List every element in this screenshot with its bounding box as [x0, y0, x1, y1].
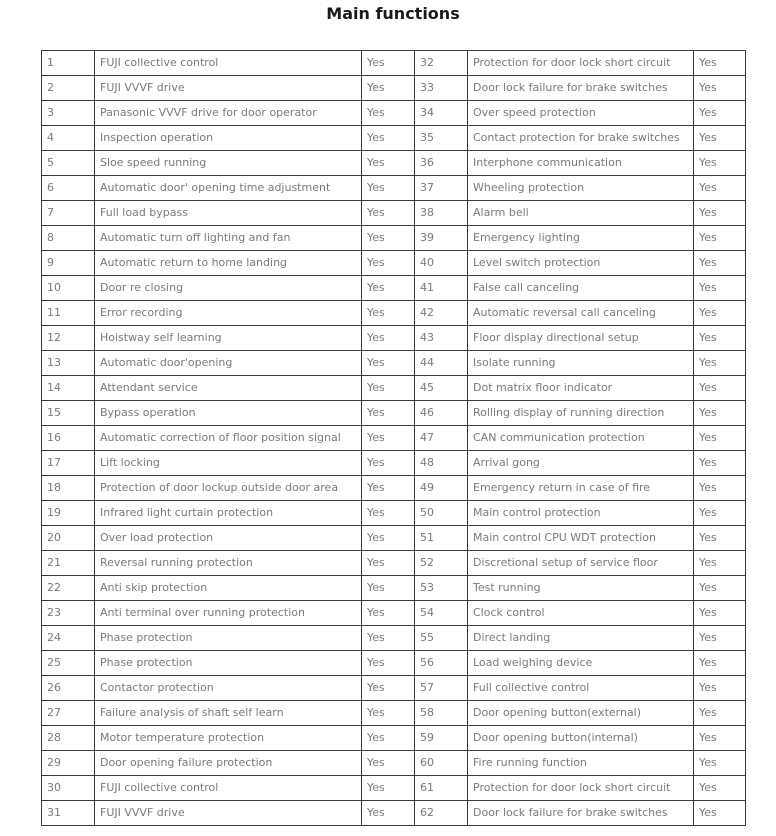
table-row [42, 476, 746, 501]
function-status: Yes [694, 201, 746, 226]
function-status: Yes [362, 501, 415, 526]
function-status: Yes [694, 151, 746, 176]
function-number: 21 [42, 551, 95, 576]
table-row [42, 551, 746, 576]
function-number: 4 [42, 126, 95, 151]
function-number: 57 [415, 676, 468, 701]
function-status: Yes [362, 776, 415, 801]
function-name: Protection for door lock short circuit [468, 51, 694, 76]
function-status: Yes [362, 651, 415, 676]
function-number: 41 [415, 276, 468, 301]
function-number: 9 [42, 251, 95, 276]
function-number: 24 [42, 626, 95, 651]
table-row [42, 251, 746, 276]
function-status: Yes [694, 301, 746, 326]
function-number: 42 [415, 301, 468, 326]
function-number: 22 [42, 576, 95, 601]
function-name: Floor display directional setup [468, 326, 694, 351]
function-name: Level switch protection [468, 251, 694, 276]
function-number: 47 [415, 426, 468, 451]
function-number: 59 [415, 726, 468, 751]
function-number: 5 [42, 151, 95, 176]
function-status: Yes [362, 576, 415, 601]
function-name: Protection of door lockup outside door area [95, 476, 362, 501]
function-number: 20 [42, 526, 95, 551]
table-row [42, 151, 746, 176]
page-title: Main functions [326, 4, 460, 23]
table-row [42, 226, 746, 251]
function-name: FUJI collective control [95, 51, 362, 76]
function-status: Yes [694, 501, 746, 526]
function-name: Door opening failure protection [95, 751, 362, 776]
function-status: Yes [694, 176, 746, 201]
function-name: Main control protection [468, 501, 694, 526]
function-name: Anti terminal over running protection [95, 601, 362, 626]
function-name: Clock control [468, 601, 694, 626]
function-status: Yes [694, 776, 746, 801]
function-name: Attendant service [95, 376, 362, 401]
function-status: Yes [694, 376, 746, 401]
function-name: Alarm bell [468, 201, 694, 226]
table-row [42, 701, 746, 726]
table-row [42, 601, 746, 626]
table-row [42, 101, 746, 126]
function-name: Error recording [95, 301, 362, 326]
function-status: Yes [694, 701, 746, 726]
function-name: Emergency return in case of fire [468, 476, 694, 501]
table-row [42, 126, 746, 151]
function-number: 2 [42, 76, 95, 101]
function-number: 49 [415, 476, 468, 501]
function-status: Yes [362, 551, 415, 576]
function-name: Test running [468, 576, 694, 601]
function-name: Fire running function [468, 751, 694, 776]
function-status: Yes [694, 601, 746, 626]
function-name: Door re closing [95, 276, 362, 301]
function-number: 16 [42, 426, 95, 451]
function-number: 58 [415, 701, 468, 726]
function-status: Yes [362, 751, 415, 776]
table-row [42, 651, 746, 676]
function-number: 50 [415, 501, 468, 526]
function-number: 19 [42, 501, 95, 526]
function-name: Door opening button(external) [468, 701, 694, 726]
function-name: Sloe speed running [95, 151, 362, 176]
function-number: 11 [42, 301, 95, 326]
function-status: Yes [362, 301, 415, 326]
function-number: 56 [415, 651, 468, 676]
function-number: 18 [42, 476, 95, 501]
function-status: Yes [362, 126, 415, 151]
function-status: Yes [362, 351, 415, 376]
function-status: Yes [694, 476, 746, 501]
function-name: FUJI VVVF drive [95, 801, 362, 826]
table-row [42, 526, 746, 551]
function-name: Wheeling protection [468, 176, 694, 201]
function-status: Yes [362, 276, 415, 301]
function-status: Yes [694, 676, 746, 701]
function-status: Yes [362, 226, 415, 251]
function-number: 45 [415, 376, 468, 401]
function-name: Dot matrix floor indicator [468, 376, 694, 401]
function-status: Yes [694, 651, 746, 676]
function-number: 51 [415, 526, 468, 551]
table-row [42, 776, 746, 801]
function-name: Isolate running [468, 351, 694, 376]
function-status: Yes [694, 526, 746, 551]
function-status: Yes [362, 701, 415, 726]
function-number: 7 [42, 201, 95, 226]
function-name: Over speed protection [468, 101, 694, 126]
function-name: Door lock failure for brake switches [468, 76, 694, 101]
function-number: 3 [42, 101, 95, 126]
function-number: 31 [42, 801, 95, 826]
function-status: Yes [362, 151, 415, 176]
function-number: 6 [42, 176, 95, 201]
function-number: 36 [415, 151, 468, 176]
function-status: Yes [694, 226, 746, 251]
function-status: Yes [362, 626, 415, 651]
function-number: 60 [415, 751, 468, 776]
table-row [42, 426, 746, 451]
table-row [42, 376, 746, 401]
function-number: 29 [42, 751, 95, 776]
function-name: FUJI VVVF drive [95, 76, 362, 101]
function-status: Yes [362, 401, 415, 426]
table-row [42, 326, 746, 351]
function-status: Yes [362, 426, 415, 451]
function-status: Yes [694, 101, 746, 126]
function-number: 34 [415, 101, 468, 126]
table-row [42, 501, 746, 526]
function-status: Yes [694, 451, 746, 476]
function-status: Yes [362, 676, 415, 701]
function-number: 28 [42, 726, 95, 751]
function-number: 8 [42, 226, 95, 251]
function-name: Contact protection for brake switches [468, 126, 694, 151]
table-row [42, 351, 746, 376]
function-status: Yes [362, 76, 415, 101]
function-number: 52 [415, 551, 468, 576]
function-status: Yes [694, 576, 746, 601]
function-status: Yes [362, 476, 415, 501]
table-row [42, 201, 746, 226]
function-name: Discretional setup of service floor [468, 551, 694, 576]
function-name: Infrared light curtain protection [95, 501, 362, 526]
function-status: Yes [694, 126, 746, 151]
function-status: Yes [362, 526, 415, 551]
function-number: 40 [415, 251, 468, 276]
function-status: Yes [694, 276, 746, 301]
function-status: Yes [362, 726, 415, 751]
function-name: Door lock failure for brake switches [468, 801, 694, 826]
function-name: Motor temperature protection [95, 726, 362, 751]
function-status: Yes [362, 326, 415, 351]
table-row [42, 276, 746, 301]
function-number: 12 [42, 326, 95, 351]
function-number: 62 [415, 801, 468, 826]
function-number: 32 [415, 51, 468, 76]
function-status: Yes [362, 101, 415, 126]
function-status: Yes [694, 751, 746, 776]
function-name: Reversal running protection [95, 551, 362, 576]
function-name: Automatic reversal call canceling [468, 301, 694, 326]
table-row [42, 751, 746, 776]
function-status: Yes [694, 801, 746, 826]
function-name: Hoistway self learning [95, 326, 362, 351]
function-number: 48 [415, 451, 468, 476]
function-name: Phase protection [95, 626, 362, 651]
function-number: 44 [415, 351, 468, 376]
function-status: Yes [362, 176, 415, 201]
function-status: Yes [694, 426, 746, 451]
function-name: Inspection operation [95, 126, 362, 151]
function-number: 13 [42, 351, 95, 376]
table-row [42, 176, 746, 201]
function-name: Emergency lighting [468, 226, 694, 251]
function-name: Load weighing device [468, 651, 694, 676]
function-name: Automatic door'opening [95, 351, 362, 376]
function-number: 35 [415, 126, 468, 151]
function-name: Lift locking [95, 451, 362, 476]
function-number: 25 [42, 651, 95, 676]
table-row [42, 51, 746, 76]
function-status: Yes [694, 251, 746, 276]
function-number: 55 [415, 626, 468, 651]
table-row [42, 676, 746, 701]
function-name: Automatic return to home landing [95, 251, 362, 276]
function-number: 54 [415, 601, 468, 626]
function-name: Protection for door lock short circuit [468, 776, 694, 801]
function-status: Yes [694, 51, 746, 76]
function-number: 30 [42, 776, 95, 801]
function-name: Anti skip protection [95, 576, 362, 601]
function-name: Panasonic VVVF drive for door operator [95, 101, 362, 126]
function-name: Direct landing [468, 626, 694, 651]
function-name: Full collective control [468, 676, 694, 701]
function-number: 17 [42, 451, 95, 476]
function-name: Full load bypass [95, 201, 362, 226]
function-number: 39 [415, 226, 468, 251]
function-name: Phase protection [95, 651, 362, 676]
function-number: 46 [415, 401, 468, 426]
function-status: Yes [362, 601, 415, 626]
function-number: 37 [415, 176, 468, 201]
function-name: FUJI collective control [95, 776, 362, 801]
functions-table [41, 50, 746, 826]
functions-table-body [42, 51, 746, 826]
function-name: Interphone communication [468, 151, 694, 176]
function-status: Yes [362, 251, 415, 276]
function-name: Main control CPU WDT protection [468, 526, 694, 551]
function-number: 61 [415, 776, 468, 801]
table-row [42, 626, 746, 651]
table-row [42, 726, 746, 751]
function-number: 27 [42, 701, 95, 726]
function-status: Yes [694, 326, 746, 351]
table-row [42, 576, 746, 601]
table-row [42, 401, 746, 426]
function-name: False call canceling [468, 276, 694, 301]
function-status: Yes [362, 201, 415, 226]
function-name: Automatic door' opening time adjustment [95, 176, 362, 201]
function-name: Failure analysis of shaft self learn [95, 701, 362, 726]
function-name: Door opening button(internal) [468, 726, 694, 751]
table-row [42, 301, 746, 326]
table-row [42, 76, 746, 101]
function-name: Bypass operation [95, 401, 362, 426]
function-name: Rolling display of running direction [468, 401, 694, 426]
function-number: 33 [415, 76, 468, 101]
function-number: 53 [415, 576, 468, 601]
table-row [42, 451, 746, 476]
function-status: Yes [694, 351, 746, 376]
function-number: 14 [42, 376, 95, 401]
function-number: 15 [42, 401, 95, 426]
function-name: Automatic turn off lighting and fan [95, 226, 362, 251]
function-status: Yes [362, 801, 415, 826]
function-status: Yes [694, 76, 746, 101]
function-status: Yes [362, 51, 415, 76]
function-status: Yes [362, 451, 415, 476]
function-name: Arrival gong [468, 451, 694, 476]
function-name: Automatic correction of floor position signal [95, 426, 362, 451]
function-number: 38 [415, 201, 468, 226]
function-number: 23 [42, 601, 95, 626]
function-number: 26 [42, 676, 95, 701]
function-status: Yes [362, 376, 415, 401]
table-row [42, 801, 746, 826]
function-status: Yes [694, 401, 746, 426]
function-number: 43 [415, 326, 468, 351]
function-number: 1 [42, 51, 95, 76]
function-name: CAN communication protection [468, 426, 694, 451]
function-name: Contactor protection [95, 676, 362, 701]
function-name: Over load protection [95, 526, 362, 551]
function-status: Yes [694, 726, 746, 751]
function-number: 10 [42, 276, 95, 301]
function-status: Yes [694, 626, 746, 651]
function-status: Yes [694, 551, 746, 576]
